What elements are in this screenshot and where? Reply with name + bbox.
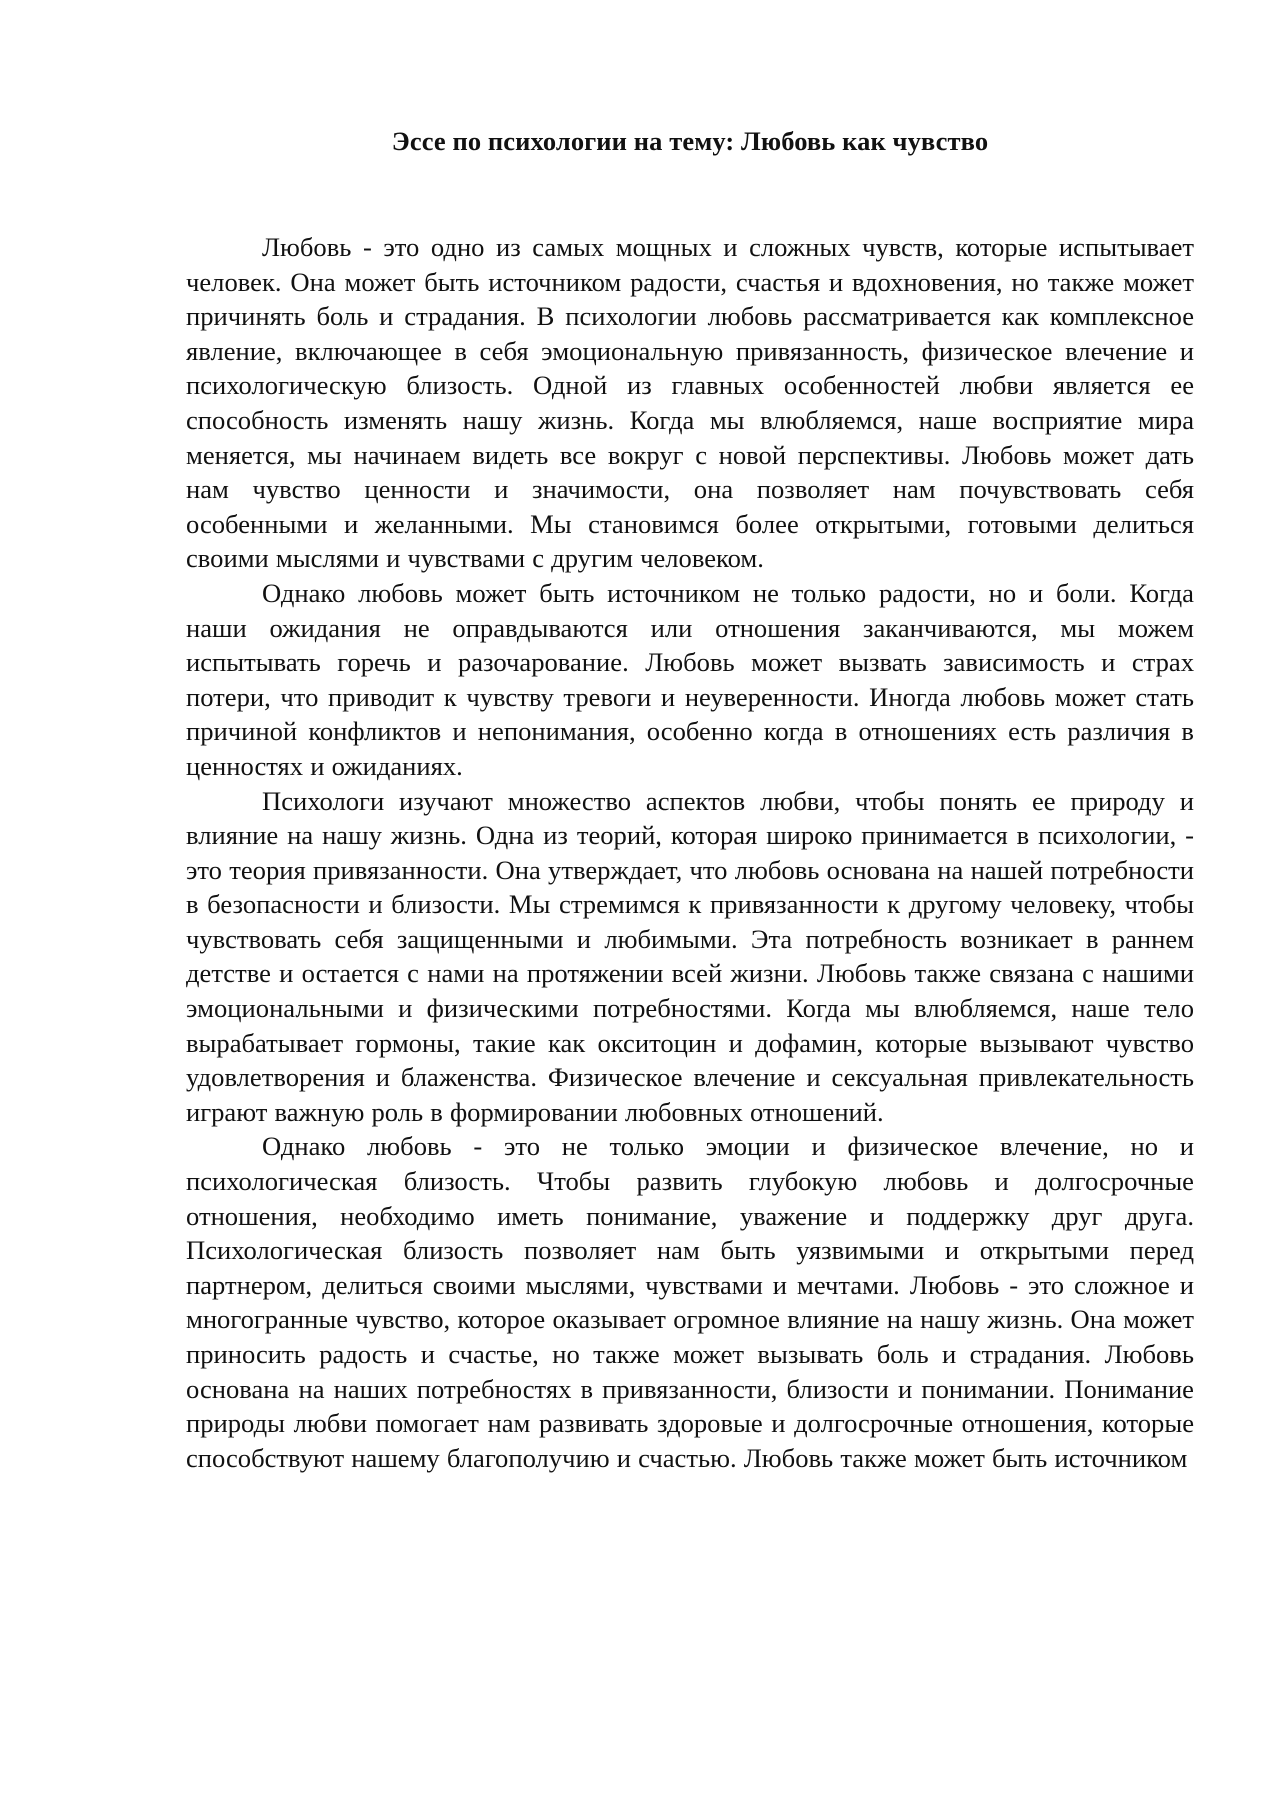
paragraph-3: Психологи изучают множество аспектов любви, чтобы понять ее природу и влияние на нашу жизнь. Одна из теорий, которая широко принимается в психологии, - это теория привязанности. Она утверждает, что любовь основана на нашей потребности в безопасности и близости. Мы стремимся к привязанности к другому человеку, чтобы чувствовать себя защищенными и любимыми. Эта потребность возникает в раннем детстве и остается с нами на протяжении всей жизни. Любовь также связана с нашими эмоциональными и физическими потребностями. Когда мы влюбляемся, наше тело вырабатывает гормоны, такие как окситоцин и дофамин, которые вызывают чувство удовлетворения и блаженства. Физическое влечение и сексуальная привлекательность играют важную роль в формировании любовных отношений.	[186, 785, 1194, 1127]
paragraph-2: Однако любовь может быть источником не только радости, но и боли. Когда наши ожидания не оправдываются или отношения заканчиваются, мы можем испытывать горечь и разочарование. Любовь может вызвать зависимость и страх потери, что приводит к чувству тревоги и неуверенности. Иногда любовь может стать причиной конфликтов и непонимания, особенно когда в отношениях есть различия в ценностях и ожиданиях.	[186, 577, 1194, 781]
paragraph-1: Любовь - это одно из самых мощных и сложных чувств, которые испытывает человек. Она может быть источником радости, счастья и вдохновения, но также может причинять боль и страдания. В психологии любовь рассматривается как комплексное явление, включающее в себя эмоциональную привязанность, физическое влечение и психологическую близость. Одной из главных особенностей любви является ее способность изменять нашу жизнь. Когда мы влюбляемся, наше восприятие мира меняется, мы начинаем видеть все вокруг с новой перспективы. Любовь может дать нам чувство ценности и значимости, она позволяет нам почувствовать себя особенными и желанными. Мы становимся более открытыми, готовыми делиться своими мыслями и чувствами с другим человеком.	[186, 232, 1194, 574]
document-body	[186, 230, 1194, 1475]
paragraph-4: Однако любовь - это не только эмоции и физическое влечение, но и психологическая близость. Чтобы развить глубокую любовь и долгосрочные отношения, необходимо иметь понимание, уважение и поддержку друг друга. Психологическая близость позволяет нам быть уязвимыми и открытыми перед партнером, делиться своими мыслями, чувствами и мечтами. Любовь - это сложное и многогранные чувство, которое оказывает огромное влияние на нашу жизнь. Она может приносить радость и счастье, но также может вызывать боль и страдания. Любовь основана на наших потребностях в привязанности, близости и понимании. Понимание природы любви помогает нам развивать здоровые и долгосрочные отношения, которые способствуют нашему благополучию и счастью. Любовь также может быть источником	[186, 1131, 1194, 1473]
document-title: Эссе по психологии на тему: Любовь как чувство	[391, 126, 989, 156]
